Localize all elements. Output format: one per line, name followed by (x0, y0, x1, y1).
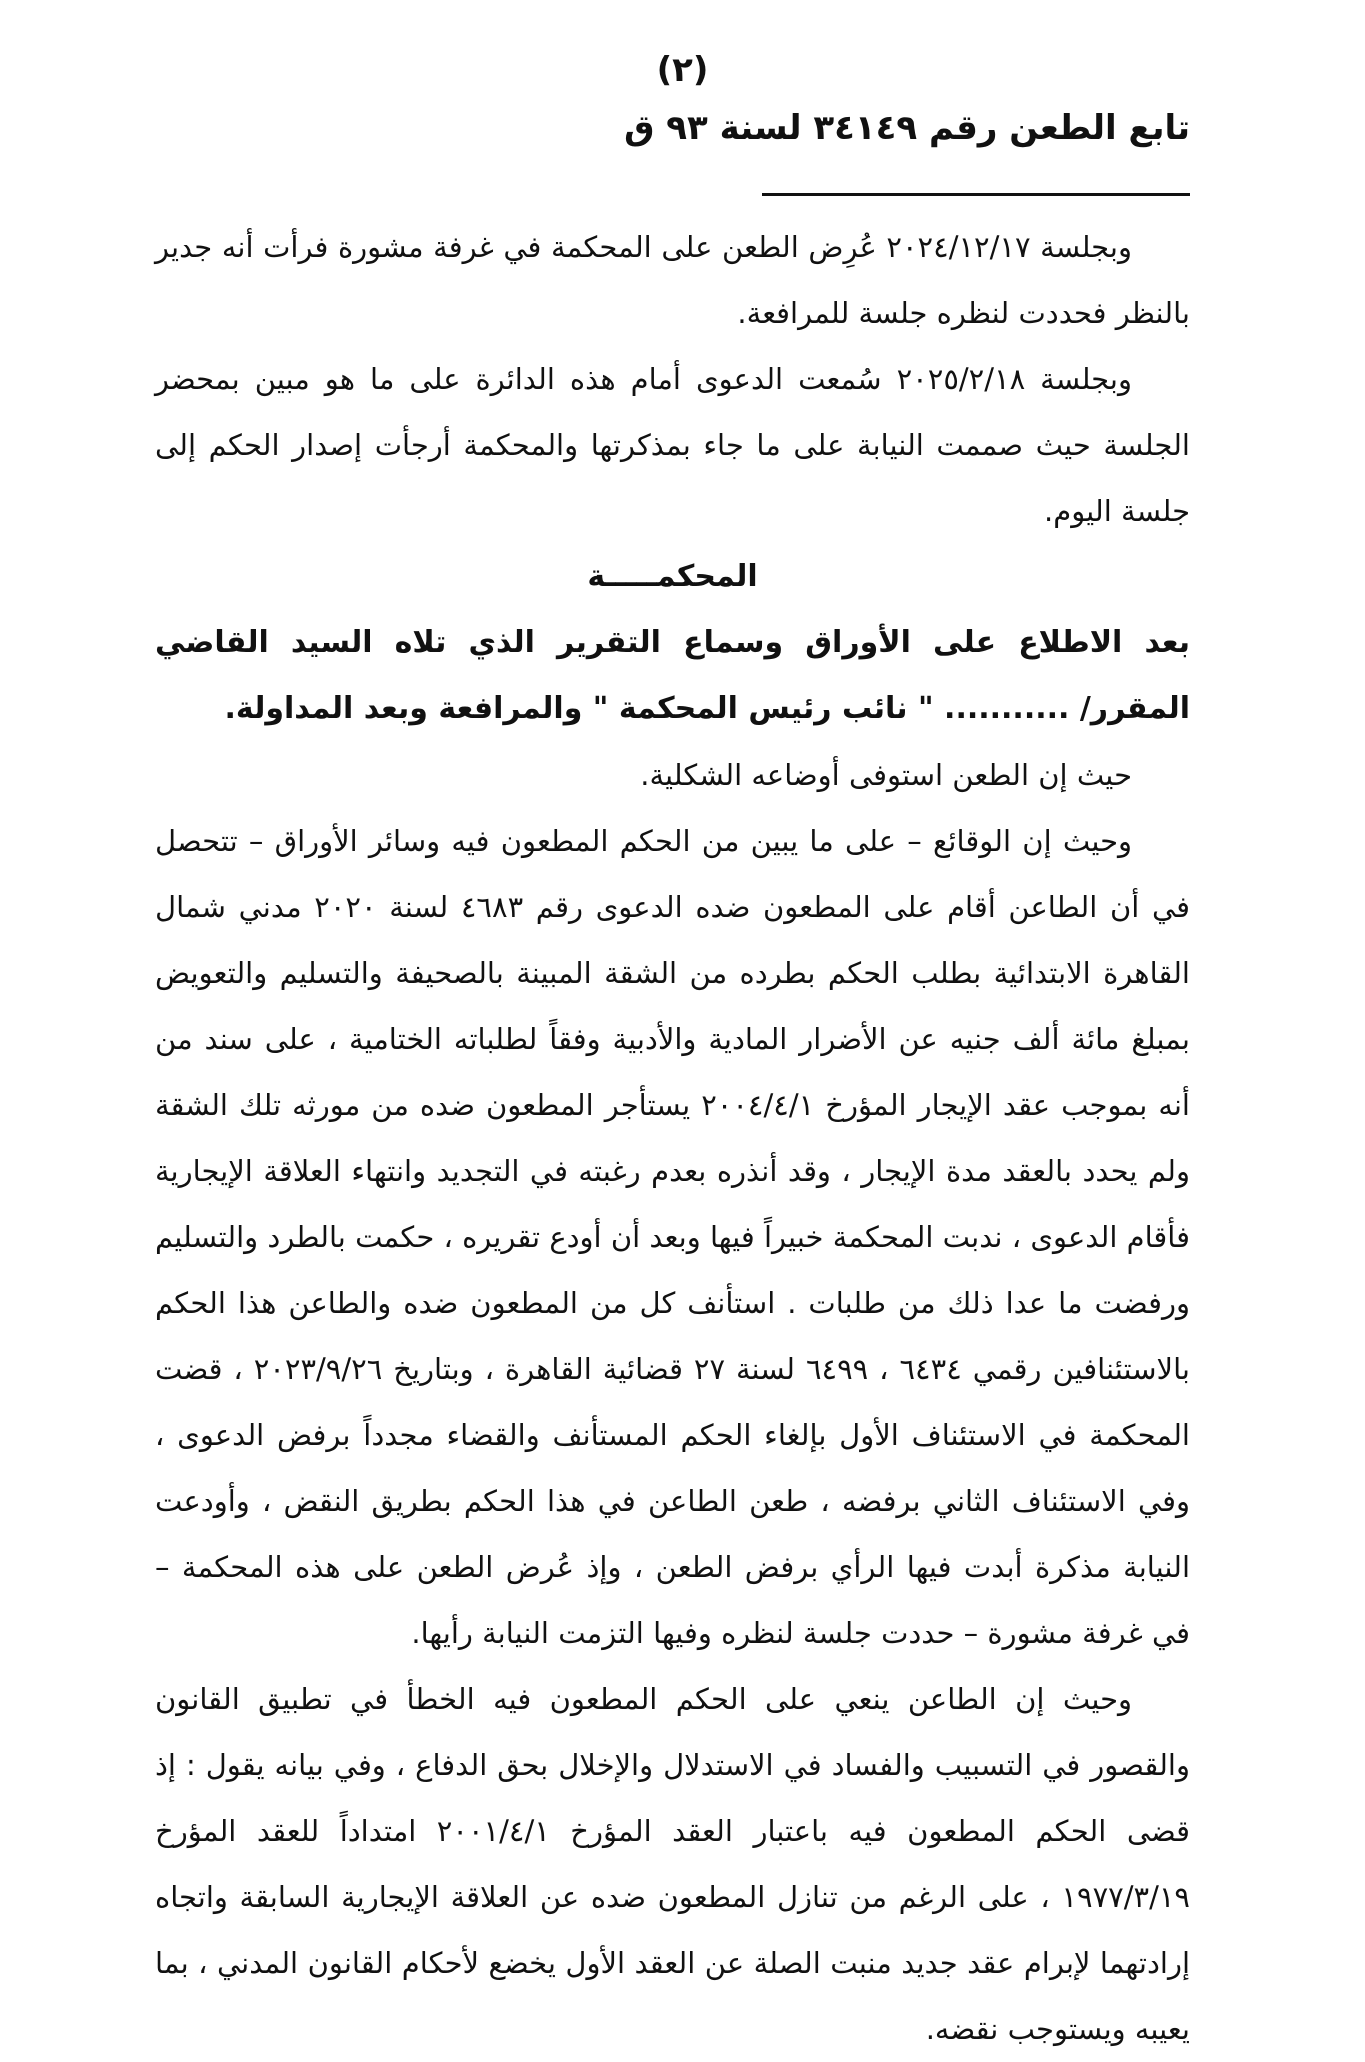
paragraph-grounds: وحيث إن الطاعن ينعي على الحكم المطعون فيه الخطأ في تطبيق القانون والقصور في التسبيب والفساد في الاستدلال والإخلال بحق الدفاع ، وفي بيانه يقول : إذ قضى الحكم المطعون فيه باعتبار العقد المؤرخ ٢٠٠١/٤/١ امتداداً للعقد المؤرخ ١٩٧٧/٣/١٩ ، على الرغم من تنازل المطعون ضده عن العلاقة الإيجارية السابقة واتجاه إرادتهما لإبرام عقد جديد منبت الصلة عن العقد الأول يخضع لأحكام القانون المدني ، بما يعيبه ويستوجب نقضه. (155, 1682, 1190, 2046)
court-section-title: المحكمـــــة (587, 559, 758, 594)
header-divider (762, 193, 1190, 196)
paragraph-consultation-session: وبجلسة ٢٠٢٤/١٢/١٧ عُرِض الطعن على المحكمة في غرفة مشورة فرأت أنه جدير بالنظر فحددت لنظره جلسة للمرافعة. (155, 230, 1190, 330)
paragraph-preamble: بعد الاطلاع على الأوراق وسماع التقرير الذي تلاه السيد القاضي المقرر/ ........... " نائب رئيس المحكمة " والمرافعة وبعد المداولة. (155, 625, 1190, 726)
paragraph-formal-acceptance: حيث إن الطعن استوفى أوضاعه الشكلية. (640, 758, 1132, 792)
paragraph-hearing-session: وبجلسة ٢٠٢٥/٢/١٨ سُمعت الدعوى أمام هذه الدائرة على ما هو مبين بمحضر الجلسة حيث صممت النيابة على ما جاء بمذكرتها والمحكمة أرجأت إصدار الحكم إلى جلسة اليوم. (155, 362, 1190, 528)
document-body (155, 214, 1190, 2062)
page-number: (٢) (656, 50, 709, 90)
paragraph-facts: وحيث إن الوقائع – على ما يبين من الحكم المطعون فيه وسائر الأوراق – تتحصل في أن الطاعن أقام على المطعون ضده الدعوى رقم ٤٦٨٣ لسنة ٢٠٢٠ مدني شمال القاهرة الابتدائية بطلب الحكم بطرده من الشقة المبينة بالصحيفة والتسليم والتعويض بمبلغ مائة ألف جنيه عن الأضرار المادية والأدبية وفقاً لطلباته الختامية ، على سند من أنه بموجب عقد الإيجار المؤرخ ٢٠٠٤/٤/١ يستأجر المطعون ضده من مورثه تلك الشقة ولم يحدد بالعقد مدة الإيجار ، وقد أنذره بعدم رغبته في التجديد وانتهاء العلاقة الإيجارية فأقام الدعوى ، ندبت المحكمة خبيراً فيها وبعد أن أودع تقريره ، حكمت بالطرد والتسليم ورفضت ما عدا ذلك من طلبات . استأنف كل من المطعون ضده والطاعن هذا الحكم بالاستئنافين رقمي ٦٤٣٤ ، ٦٤٩٩ لسنة ٢٧ قضائية القاهرة ، وبتاريخ ٢٠٢٣/٩/٢٦ ، قضت المحكمة في الاستئناف الأول بإلغاء الحكم المستأنف والقضاء مجدداً برفض الدعوى ، وفي الاستئناف الثاني برفضه ، طعن الطاعن في هذا الحكم بطريق النقض ، وأودعت النيابة مذكرة أبدت فيها الرأي برفض الطعن ، وإذ عُرض الطعن على هذه المحكمة – في غرفة مشورة – حددت جلسة لنظره وفيها التزمت النيابة رأيها. (155, 824, 1190, 1650)
case-reference-header: تابع الطعن رقم ٣٤١٤٩ لسنة ٩٣ ق (624, 108, 1190, 148)
